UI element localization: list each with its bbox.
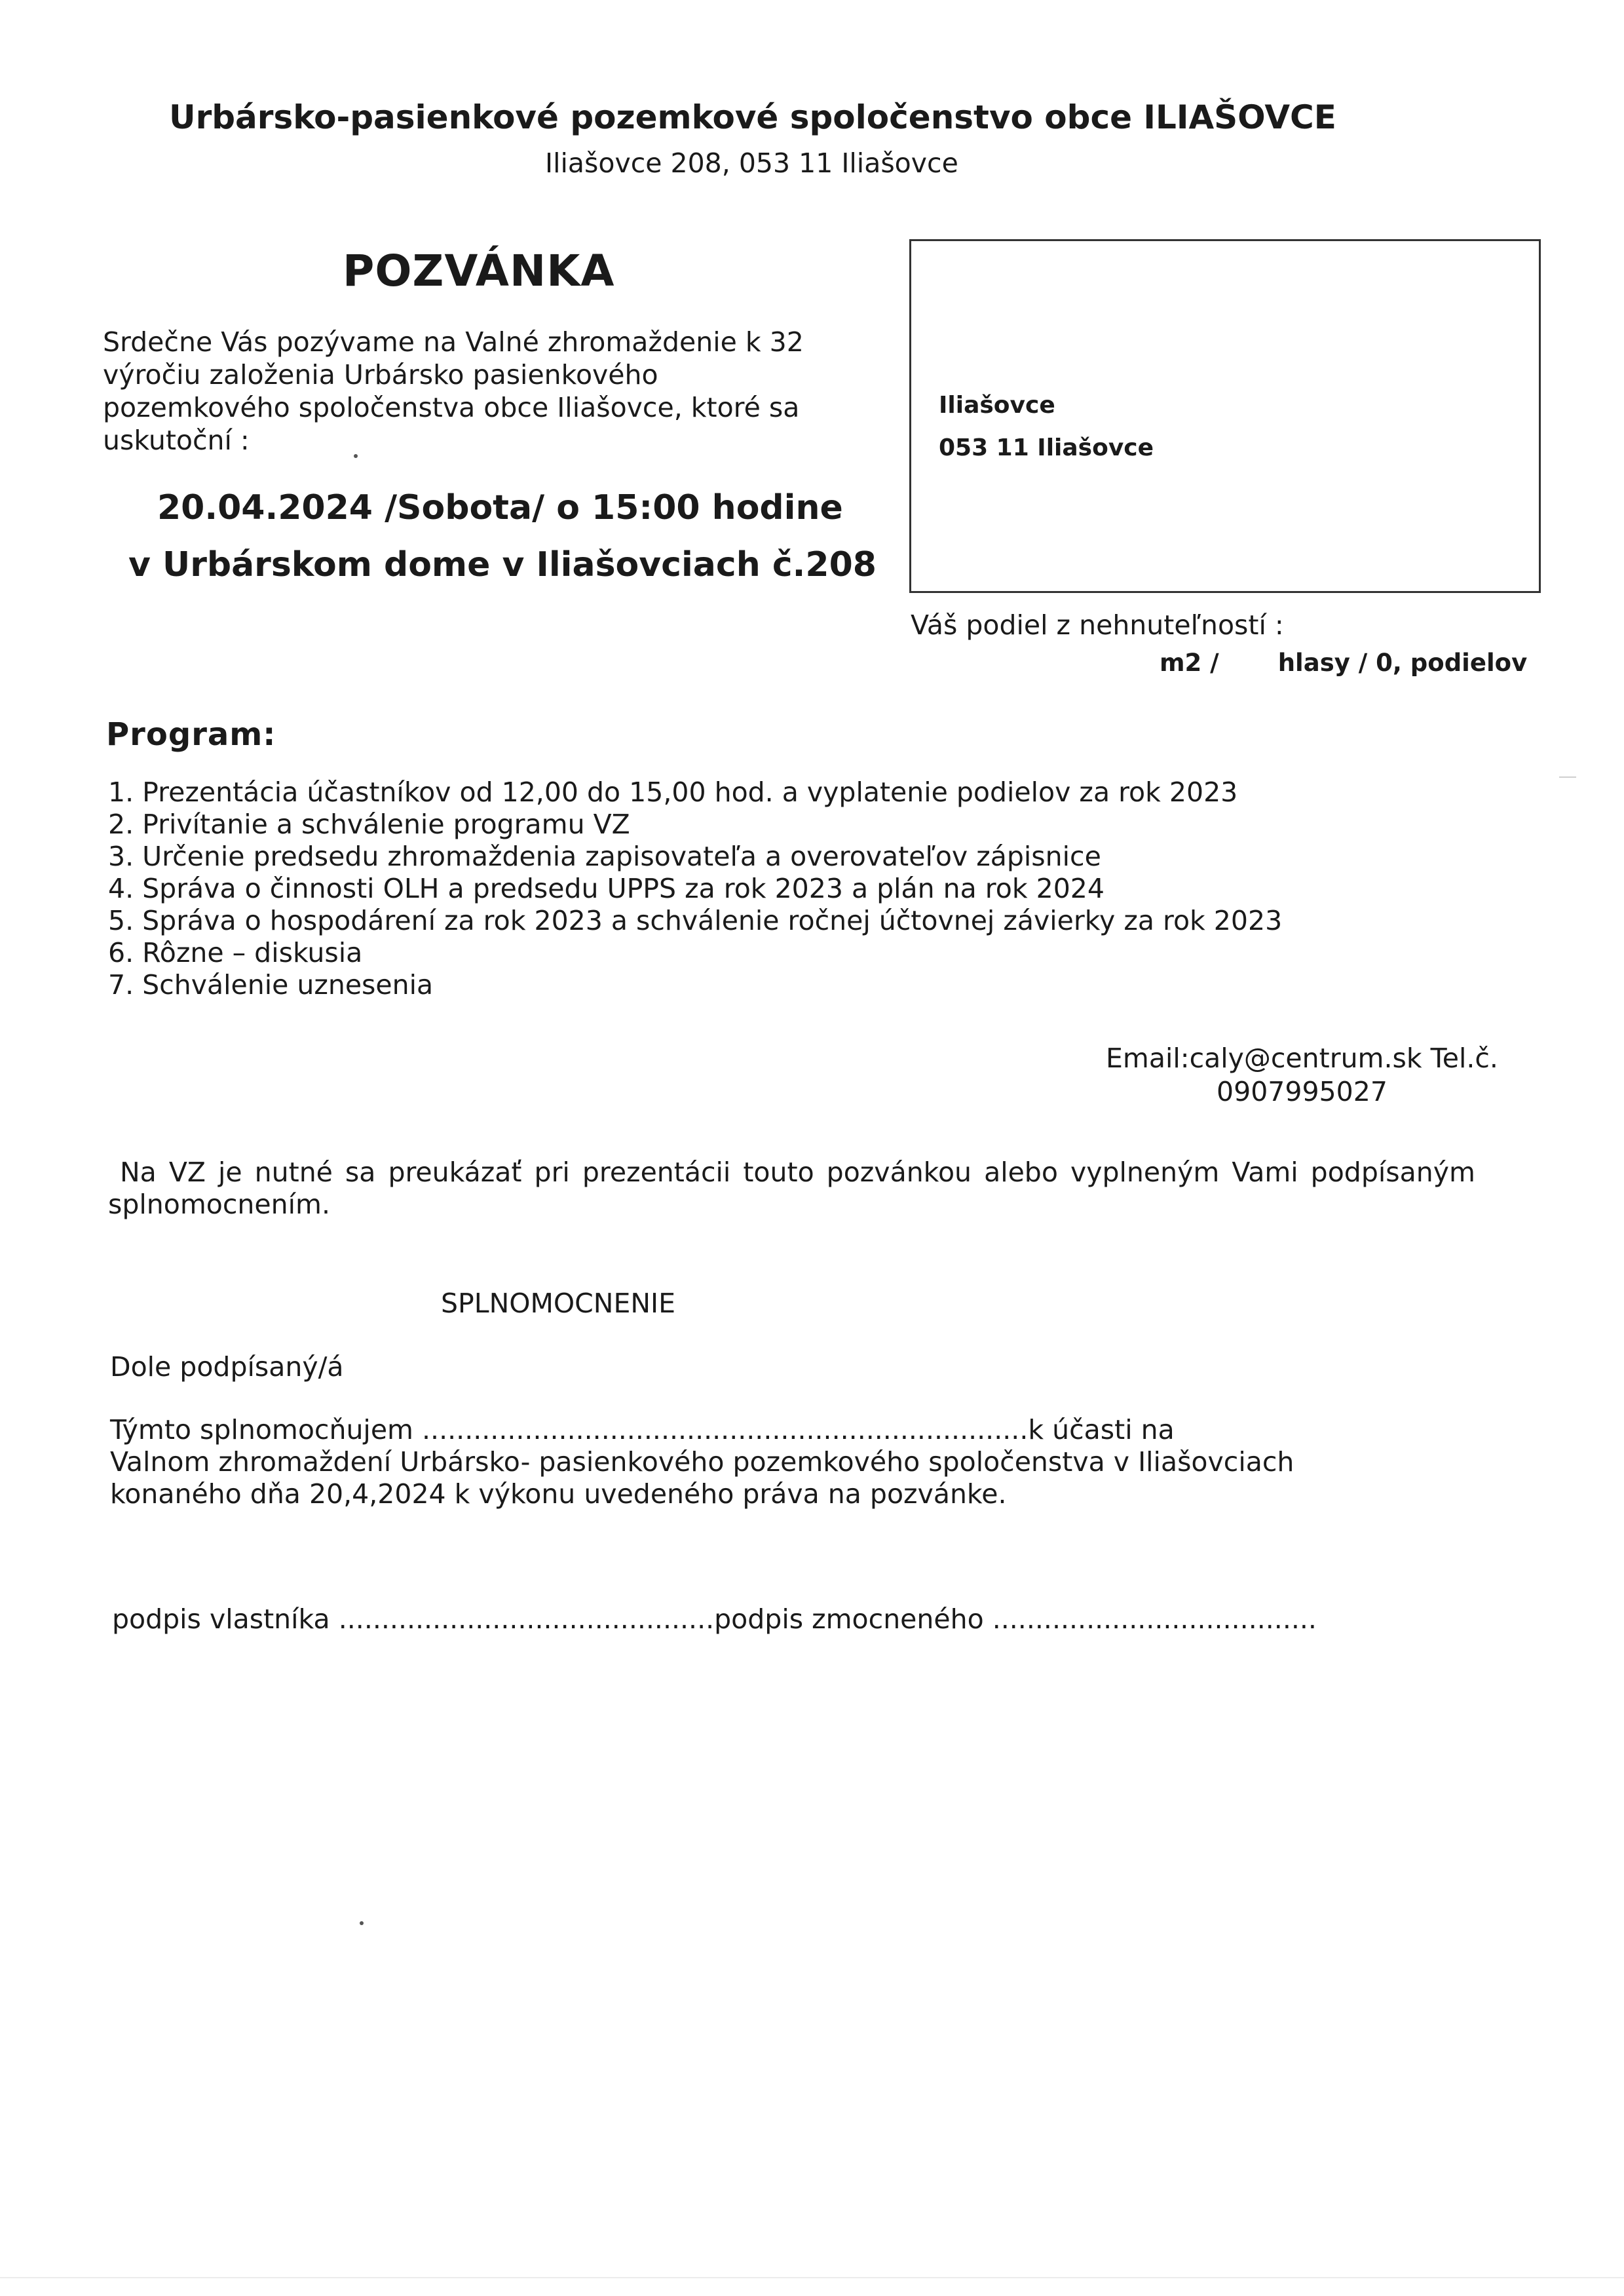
contact-phone: 0907995027: [1217, 1076, 1388, 1107]
notice-line: splnomocnením.: [108, 1189, 330, 1220]
program-item: 6. Rôzne – diskusia: [108, 937, 363, 968]
authorization-signed: Dole podpísaný/á: [110, 1351, 344, 1383]
program-item: 2. Privítanie a schválenie programu VZ: [108, 809, 630, 840]
intro-line: pozemkového spoločenstva obce Iliašovce, ktoré sa: [103, 392, 800, 423]
scan-speck: [354, 454, 358, 458]
notice-line: Na VZ je nutné sa preukázať pri prezentácii touto pozvánkou alebo vyplneným Vami podpísaným: [120, 1157, 1475, 1188]
program-item: 1. Prezentácia účastníkov od 12,00 do 15,00 hod. a vyplatenie podielov za rok 2023: [108, 776, 1238, 808]
scan-speck: [360, 1921, 364, 1925]
authorization-line: Týmto splnomocňujem .......................................................................k účasti na: [110, 1414, 1175, 1445]
program-item: 5. Správa o hospodárení za rok 2023 a schválenie ročnej účtovnej závierky za rok 2023: [108, 905, 1283, 936]
notice: [108, 1157, 1576, 1221]
intro-line: Srdečne Vás pozývame na Valné zhromaždenie k 32: [103, 326, 804, 358]
meeting-place: v Urbárskom dome v Iliašovciach č.208: [128, 545, 877, 584]
meeting-date: 20.04.2024 /Sobota/ o 15:00 hodine: [157, 488, 843, 527]
organization-address: Iliašovce 208, 053 11 Iliašovce: [545, 147, 958, 179]
share-m2: m2 /: [1160, 649, 1219, 677]
share-values: [1160, 649, 1586, 677]
share-votes: hlasy / 0, podielov: [1277, 649, 1528, 677]
recipient-address-box: [909, 239, 1541, 593]
signature-lines: podpis vlastníka ............................................podpis zmocneného ......................................: [112, 1603, 1317, 1635]
authorization-text: [110, 1414, 1294, 1510]
invitation-title: POZVÁNKA: [343, 246, 615, 296]
scan-mark: [1559, 776, 1576, 778]
scan-edge: [0, 2277, 1624, 2278]
authorization-line: konaného dňa 20,4,2024 k výkonu uvedeného práva na pozvánke.: [110, 1478, 1007, 1510]
program-heading: Program:: [106, 716, 276, 753]
authorization-line: Valnom zhromaždení Urbársko- pasienkového pozemkového spoločenstva v Iliašovciach: [110, 1446, 1294, 1478]
invitation-intro: [103, 326, 869, 457]
share-label: Váš podiel z nehnuteľností :: [911, 609, 1284, 641]
recipient-line: 053 11 Iliašovce: [939, 434, 1154, 461]
authorization-title: SPLNOMOCNENIE: [441, 1288, 676, 1319]
contact-info: [1106, 1042, 1498, 1109]
recipient-line: Iliašovce: [939, 392, 1055, 419]
program-list: [108, 776, 1282, 1001]
organization-title: Urbársko-pasienkové pozemkové spoločenstvo obce ILIAŠOVCE: [169, 98, 1336, 136]
intro-line: výročiu založenia Urbársko pasienkového: [103, 359, 658, 391]
intro-line: uskutoční :: [103, 425, 250, 456]
contact-email: Email:caly@centrum.sk Tel.č.: [1106, 1043, 1498, 1074]
program-item: 3. Určenie predsedu zhromaždenia zapisovateľa a overovateľov zápisnice: [108, 841, 1101, 872]
program-item: 4. Správa o činnosti OLH a predsedu UPPS za rok 2023 a plán na rok 2024: [108, 873, 1105, 904]
program-item: 7. Schválenie uznesenia: [108, 969, 434, 1001]
